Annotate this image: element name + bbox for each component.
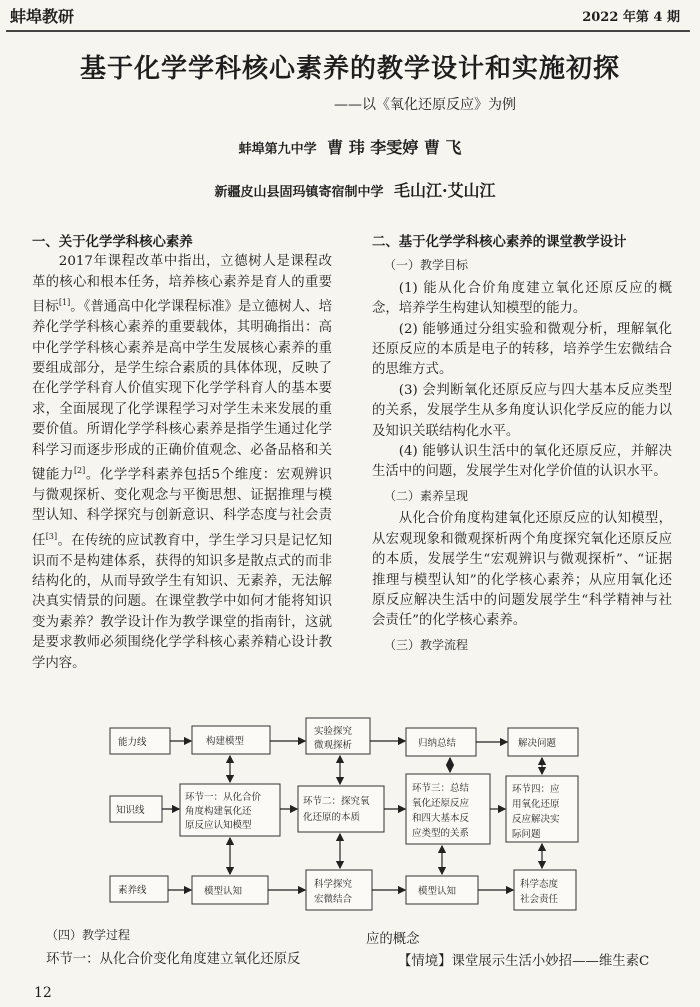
svg-text:微观探析: 微观探析 bbox=[314, 740, 353, 751]
svg-text:际问题: 际问题 bbox=[512, 829, 541, 840]
goal-item: (3) 会判断氧化还原反应与四大基本反应类型的关系，发展学生从多角度认识化学反应的能力以及知识关联结构化水平。 bbox=[372, 382, 672, 439]
journal-name: 蚌埠教研 bbox=[10, 7, 75, 26]
svg-text:社会责任: 社会责任 bbox=[520, 894, 559, 905]
goal-item: (4) 能够认识生活中的氧化还原反应，并解决生活中的问题，发展学生对化学价值的认识水平。 bbox=[372, 444, 672, 480]
step2-box bbox=[298, 786, 384, 832]
article-subtitle: ——以《氧化还原反应》为例 bbox=[334, 97, 516, 113]
svg-text:角度构建氧化还: 角度构建氧化还 bbox=[185, 806, 252, 817]
author-names: 毛山江·艾山江 bbox=[393, 181, 496, 200]
svg-text:反应解决实: 反应解决实 bbox=[512, 814, 560, 825]
author-names: 曹 玮 李雯婷 曹 飞 bbox=[327, 138, 462, 157]
literacy-paragraph: 从化合价角度构建氧化还原反应的认知模型，从宏观现象和微观探析两个角度探究氧化还原反应的本质，发展学生“宏观辨识与微观探析”、“证据推理与模型认知”的化学核心素养；从应用氧化还原反应解决生活中的问题发展学生“科学精神与社会责任”的化学核心素养。 bbox=[372, 511, 672, 629]
text-run: 2017年课程改革中指出，立德树人是课程改革的核心和根本任务，培养核心素养是育人的重要目标 bbox=[32, 254, 332, 315]
continued-text: 应的概念 bbox=[366, 932, 420, 947]
svg-text:能力线: 能力线 bbox=[118, 737, 147, 748]
page-number: 12 bbox=[34, 985, 52, 1001]
svg-text:素养线: 素养线 bbox=[118, 885, 147, 896]
header-divider bbox=[6, 30, 690, 32]
summarize-box bbox=[406, 728, 476, 756]
literacy-line-box bbox=[110, 876, 168, 902]
author-line-1 bbox=[0, 135, 700, 158]
right-column bbox=[372, 232, 672, 658]
science-attitude-box bbox=[514, 870, 576, 910]
svg-text:宏微结合: 宏微结合 bbox=[314, 894, 353, 905]
body-paragraph bbox=[32, 252, 332, 674]
citation-ref: [2] bbox=[73, 465, 86, 475]
issue-number: 2022 年第 4 期 bbox=[582, 10, 680, 25]
svg-text:氧化还原反应: 氧化还原反应 bbox=[412, 798, 470, 809]
knowledge-line-box bbox=[110, 796, 162, 822]
step4-box bbox=[506, 776, 578, 842]
subheading-process: （四）教学过程 bbox=[46, 928, 131, 942]
svg-text:科学探究: 科学探究 bbox=[314, 879, 353, 890]
step3-box bbox=[406, 774, 490, 844]
subheading-flow: （三）教学流程 bbox=[384, 637, 469, 652]
svg-text:知识线: 知识线 bbox=[116, 805, 145, 816]
model-cognition-box bbox=[192, 876, 268, 904]
svg-text:环节一：从化合价: 环节一：从化合价 bbox=[185, 792, 262, 803]
subheading-goals: （一）教学目标 bbox=[384, 258, 469, 273]
science-inquiry-box bbox=[306, 870, 372, 910]
svg-text:模型认知: 模型认知 bbox=[204, 886, 243, 897]
svg-text:和四大基本反: 和四大基本反 bbox=[412, 813, 470, 824]
author-affiliation: 蚌埠第九中学 bbox=[238, 142, 317, 157]
svg-text:环节二：探究氧: 环节二：探究氧 bbox=[303, 796, 370, 807]
experiment-box bbox=[306, 718, 370, 754]
model-cognition-box-2 bbox=[406, 876, 478, 904]
ability-line-box bbox=[110, 728, 170, 754]
text-run: 。化学学科素养包括5个维度：宏观辨识与微观探析、变化观念与平衡思想、证据推理与模型认知、科学探究与创新意识、科学态度与社会责任 bbox=[32, 467, 332, 549]
teaching-flow-diagram bbox=[100, 714, 620, 922]
svg-text:原反应认知模型: 原反应认知模型 bbox=[185, 820, 252, 831]
author-affiliation: 新疆皮山县固玛镇寄宿制中学 bbox=[214, 185, 384, 200]
svg-text:环节四：应: 环节四：应 bbox=[512, 784, 560, 795]
svg-text:化还原的本质: 化还原的本质 bbox=[303, 812, 361, 823]
section-heading-2: 二、基于化学学科核心素养的课堂教学设计 bbox=[372, 234, 627, 250]
svg-text:用氧化还原: 用氧化还原 bbox=[512, 799, 560, 810]
svg-text:构建模型: 构建模型 bbox=[206, 736, 245, 747]
solve-problem-box bbox=[508, 728, 578, 756]
citation-ref: [1] bbox=[58, 298, 71, 308]
citation-ref: [3] bbox=[45, 531, 58, 541]
build-model-box bbox=[192, 726, 270, 754]
svg-text:模型认知: 模型认知 bbox=[418, 886, 457, 897]
svg-text:环节三：总结: 环节三：总结 bbox=[412, 783, 470, 794]
svg-text:应类型的关系: 应类型的关系 bbox=[412, 828, 470, 839]
text-run: 。在传统的应试教育中，学生学习只是记忆知识而不是构建体系，获得的知识多是散点式的而非结构化的，从而导致学生有知识、无素养，无法解决真实情景的问题。在课堂教学中如何才能将知识变为素养？教学设计作为教学课堂的指南针，这就是要求教师必须围绕化学学科核心素养精心设计教学内容。 bbox=[32, 533, 333, 671]
svg-text:科学态度: 科学态度 bbox=[520, 879, 559, 890]
goal-item: (1) 能从化合价角度建立氧化还原反应的概念，培养学生构建认知模型的能力。 bbox=[372, 280, 672, 317]
article-title: 基于化学学科核心素养的教学设计和实施初探 bbox=[79, 54, 620, 84]
subheading-literacy: （二）素养呈现 bbox=[384, 488, 469, 503]
author-line-2 bbox=[0, 178, 700, 201]
step1-title: 环节一：从化合价变化角度建立氧化还原反 bbox=[46, 952, 301, 967]
svg-text:解决问题: 解决问题 bbox=[518, 738, 557, 749]
svg-text:归纳总结: 归纳总结 bbox=[418, 738, 457, 749]
text-run: 。《普通高中化学课程标准》是立德树人、培养化学学科核心素养的重要载体，其明确指出：高中化学学科核心素养是高中学生发展核心素养的重要组成部分，是学生综合素质的具体体现，反映了在化学学科育人价值实现下化学学科育人的基本要求，全面展现了化学课程学习对学生未来发展的重要价值。所谓化学学科核心素养是指学生通过化学科学习而逐步形成的正确价值观念、必备品格和关键能力 bbox=[32, 299, 332, 483]
left-column bbox=[32, 232, 332, 674]
svg-text:实验探究: 实验探究 bbox=[314, 726, 353, 737]
goal-item: (2) 能够通过分组实验和微观分析，理解氧化还原反应的本质是电子的转移，培养学生宏微结合的思维方式。 bbox=[372, 321, 672, 378]
section-heading-1: 一、关于化学学科核心素养 bbox=[32, 234, 193, 250]
scenario-text: 【情境】课堂展示生活小妙招——维生素C bbox=[398, 954, 650, 969]
step1-box bbox=[180, 784, 280, 836]
